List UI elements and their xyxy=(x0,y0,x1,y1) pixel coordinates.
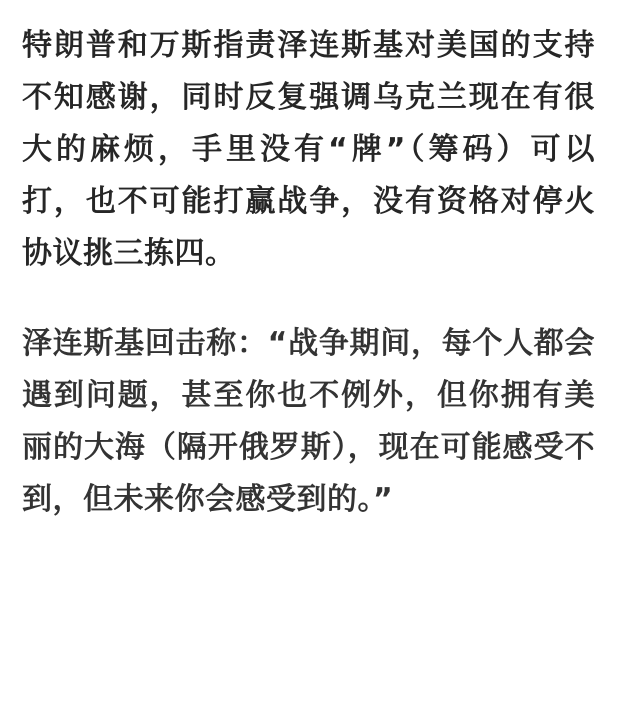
paragraph-2: 泽连斯基回击称：“战争期间，每个人都会遇到问题，甚至你也不例外，但你拥有美丽的大海（隔开俄罗斯），现在可能感受不到，但未来你会感受到的。” xyxy=(22,326,595,517)
article-body xyxy=(22,20,595,526)
paragraph-1: 特朗普和万斯指责泽连斯基对美国的支持不知感谢，同时反复强调乌克兰现在有很大的麻烦，手里没有“牌”（筹码）可以打，也不可能打赢战争，没有资格对停火协议挑三拣四。 xyxy=(22,28,595,271)
